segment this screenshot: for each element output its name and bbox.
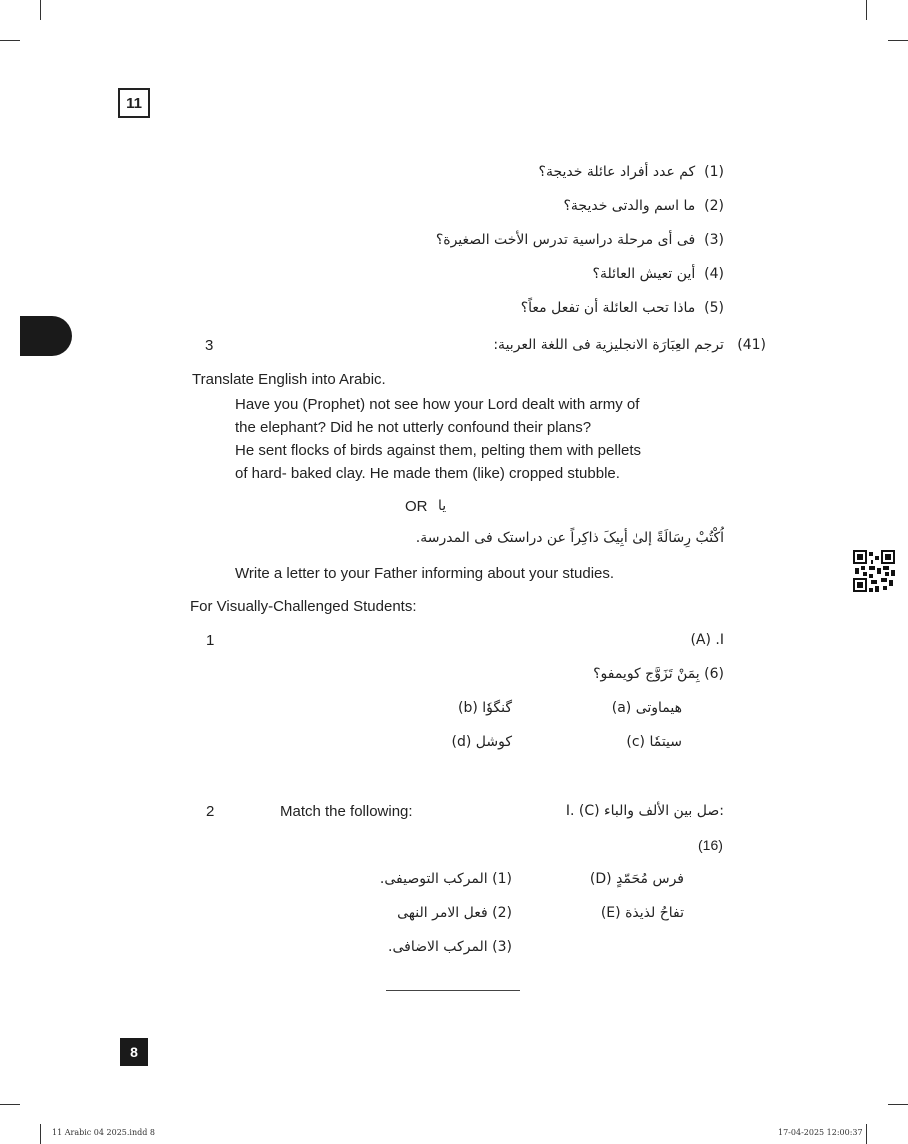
footer-page-number: 8 <box>120 1038 148 1066</box>
alt-question-arabic: اُكْتُبْ رِسَالَةً إلىٰ أبِيکَ ذاکِراً عن دراستک فی المدرسة. <box>415 530 724 546</box>
end-divider <box>386 990 520 991</box>
crop-mark-top-right-h <box>888 40 908 41</box>
vc1-option-c: (c) سیتمٗا <box>626 734 682 750</box>
question-2 <box>563 198 724 214</box>
vc1-question: (6) بِمَنْ تَزَوَّج كويمفو؟ <box>593 666 724 682</box>
question-41 <box>493 337 766 353</box>
vc2-marks: 2 <box>206 803 215 820</box>
question-5 <box>521 300 724 316</box>
passage-line-2: the elephant? Did he not utterly confound their plans? <box>235 419 592 436</box>
question-41-number: (41) <box>737 337 766 353</box>
question-4 <box>593 266 724 282</box>
crop-mark-bottom-right-h <box>888 1104 908 1105</box>
crop-mark-bottom-left <box>40 1124 41 1144</box>
question-3-number: (3) <box>704 232 724 248</box>
question-1 <box>539 164 724 180</box>
question-4-number: (4) <box>704 266 724 282</box>
question-4-text: أين تعيش العائلة؟ <box>592 266 696 282</box>
slug-left: 11 Arabic 04 2025.indd 8 <box>52 1128 156 1137</box>
vc-heading: For Visually-Challenged Students: <box>190 598 417 615</box>
passage-line-1: Have you (Prophet) not see how your Lord dealt with army of <box>235 396 640 413</box>
or-label: OR <box>405 498 428 515</box>
question-3-text: فى أى مرحلة دراسية تدرس الأخت الصغيرة؟ <box>435 232 696 248</box>
question-1-number: (1) <box>704 164 724 180</box>
vc1-option-d: (d) کوشل <box>451 734 512 750</box>
page-number-box: 11 <box>118 88 150 118</box>
match-title: Match the following: <box>280 803 413 820</box>
translate-instruction: Translate English into Arabic. <box>192 371 386 388</box>
section-tab <box>20 316 72 356</box>
question-3 <box>436 232 724 248</box>
question-1-text: كم عدد أفراد عائلة خديجة؟ <box>538 164 696 180</box>
passage-line-4: of hard- baked clay. He made them (like) cropped stubble. <box>235 465 620 482</box>
match-left-1: (D) فرس مُحَمّدٍ <box>589 871 684 887</box>
crop-mark-top-left <box>40 0 41 20</box>
question-41-arabic: ترجم العِبَارَة الانجليزية فى اللغة العربية: <box>493 337 724 353</box>
vc2-label: I. (C) صل بين الألف والباء: <box>565 803 724 819</box>
crop-mark-bottom-left-h <box>0 1104 20 1105</box>
question-2-number: (2) <box>704 198 724 214</box>
question-41-marks: 3 <box>205 337 214 354</box>
vc2-sub: (16) <box>698 837 723 853</box>
match-right-1: (1) المركب التوصيفى. <box>379 871 512 887</box>
or-arabic: يا <box>438 498 447 514</box>
match-right-2: (2) فعل الامر النهى <box>397 905 512 921</box>
question-5-number: (5) <box>704 300 724 316</box>
vc1-option-a: (a) هيماوتی <box>611 700 682 716</box>
alt-question-english: Write a letter to your Father informing about your studies. <box>235 565 615 582</box>
crop-mark-bottom-right <box>866 1124 867 1144</box>
crop-mark-top-left-h <box>0 40 20 41</box>
match-left-2: (E) تفاحُ لذيذة <box>600 905 684 921</box>
vc1-option-b: (b) گنگوٗا <box>457 700 512 716</box>
question-5-text: ماذا تحب العائلة أن تفعل معاً؟ <box>520 300 696 316</box>
question-2-text: ما اسم والدتى خديجة؟ <box>563 198 696 214</box>
vc1-label: (A) .I <box>690 632 724 648</box>
match-right-3: (3) المركب الاضافى. <box>388 939 512 955</box>
vc1-marks: 1 <box>206 632 215 649</box>
crop-mark-top-right <box>866 0 867 20</box>
passage-line-3: He sent flocks of birds against them, pelting them with pellets <box>235 442 642 459</box>
qr-code-icon <box>853 550 895 592</box>
slug-right: 17-04-2025 12:00:37 <box>778 1128 863 1137</box>
